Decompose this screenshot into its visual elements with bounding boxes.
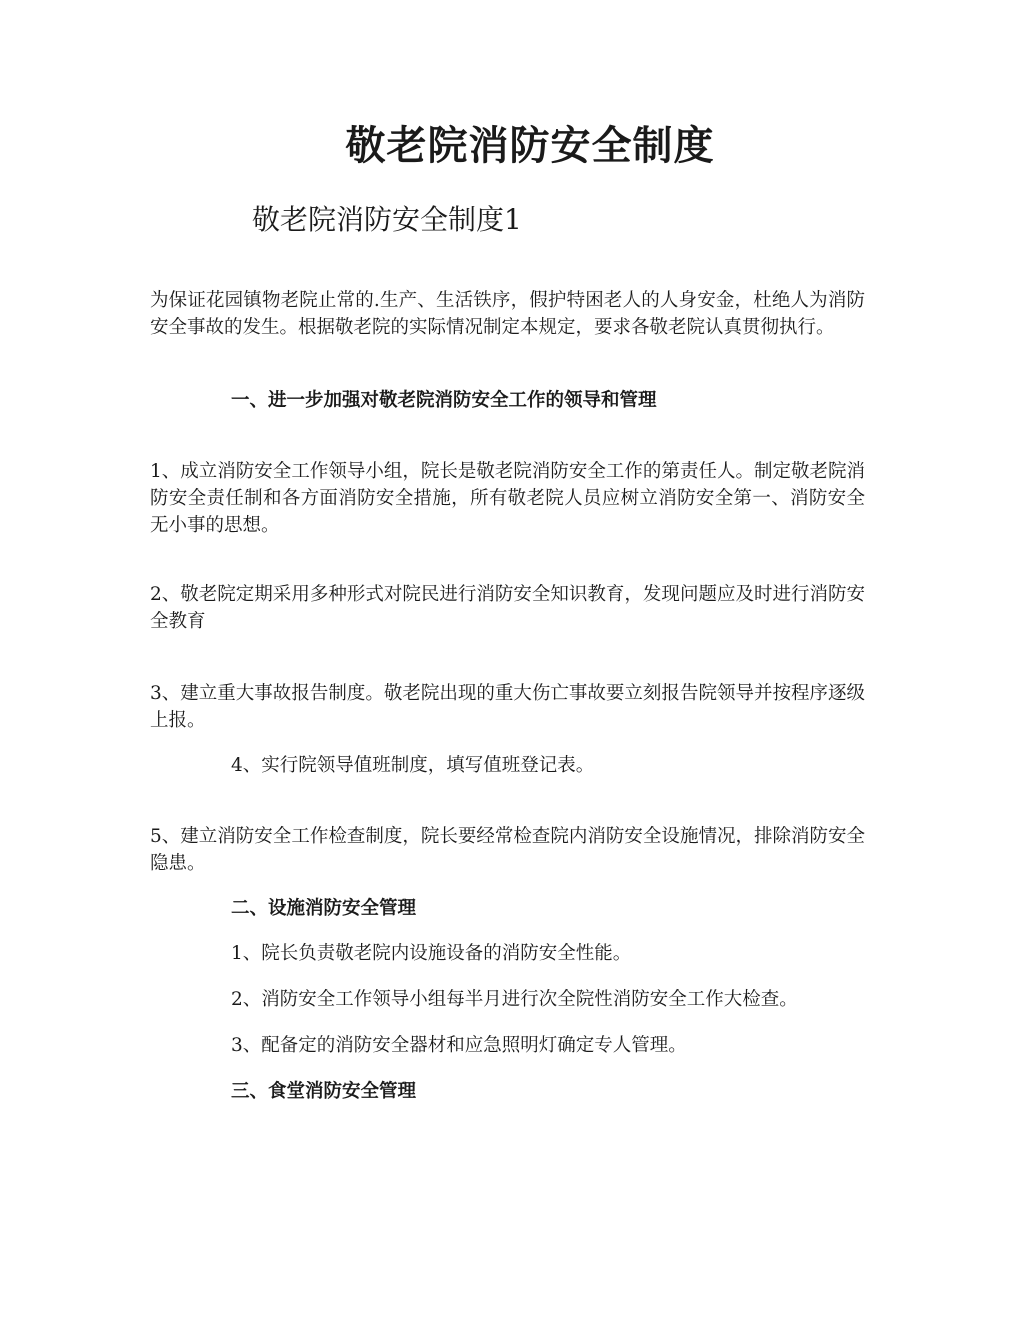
section-1-item-4: 4、实行院领导值班制度，填写值班登记表。 [231, 755, 595, 776]
section-3-heading: 三、食堂消防安全管理 [231, 1081, 417, 1102]
section-1-item-2: 2、敬老院定期采用多种形式对院民进行消防安全知识教育，发现问题应及时进行消防安全教育 [150, 584, 865, 632]
section-1-item-5: 5、建立消防安全工作检查制度，院长要经常检查院内消防安全设施情况，排除消防安全隐患。 [150, 826, 865, 874]
section-1-heading: 一、进一步加强对敬老院消防安全工作的领导和管理 [231, 390, 657, 411]
document-subtitle: 敬老院消防安全制度1 [252, 203, 522, 236]
section-2-item-3: 3、配备定的消防安全器材和应急照明灯确定专人管理。 [231, 1035, 687, 1056]
intro-paragraph: 为保证花园镇物老院止常的.生产、生活铁序，假护特困老人的人身安金，杜绝人为消防安全事故的发生。根据敬老院的实际情况制定本规定，要求各敬老院认真贯彻执行。 [150, 290, 865, 338]
document-title: 敬老院消防安全制度 [345, 122, 715, 169]
section-1-item-3: 3、建立重大事故报告制度。敬老院出现的重大伤亡事故要立刻报告院领导并按程序逐级上报。 [150, 683, 865, 731]
section-1-item-1: 1、成立消防安全工作领导小组，院长是敬老院消防安全工作的第责任人。制定敬老院消防安全责任制和各方面消防安全措施，所有敬老院人员应树立消防安全第一、消防安全无小事的思想。 [150, 461, 865, 536]
section-2-item-2: 2、消防安全工作领导小组每半月进行次全院性消防安全工作大检查。 [231, 989, 798, 1010]
section-2-item-1: 1、院长负责敬老院内设施设备的消防安全性能。 [231, 943, 632, 964]
section-2-heading: 二、设施消防安全管理 [231, 898, 417, 919]
